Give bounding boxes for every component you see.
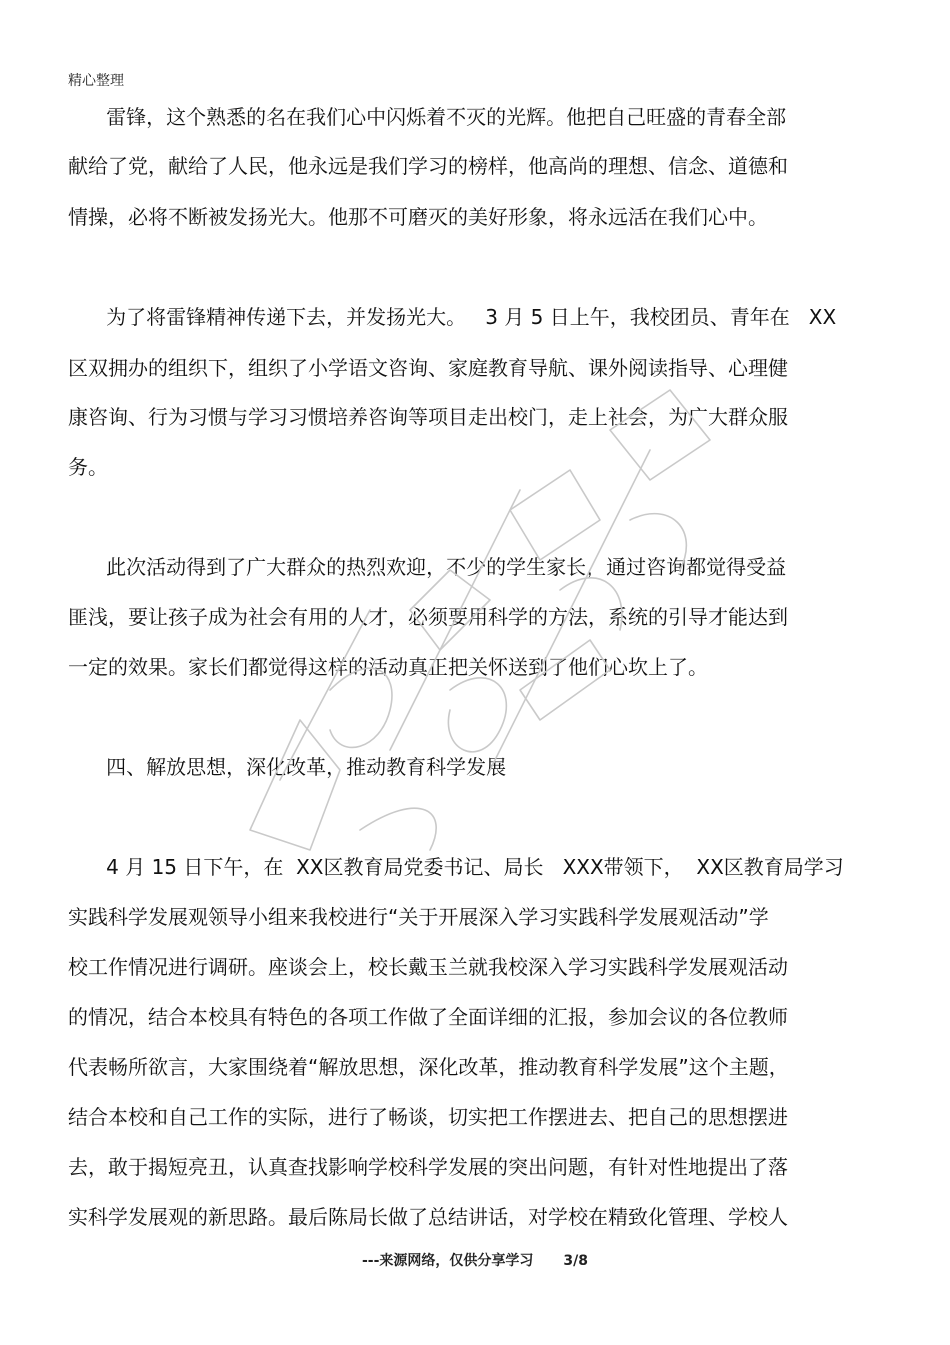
page-header: 精心整理 (68, 73, 124, 89)
body-line: 校工作情况进行调研。座谈会上，校长戴玉兰就我校深入学习实践科学发展观活动 (68, 955, 788, 979)
body-line: 此次活动得到了广大群众的热烈欢迎，不少的学生家长，通过咨询都觉得受益 (68, 555, 787, 579)
section-heading: 四、解放思想，深化改革，推动教育科学发展 (68, 755, 507, 779)
page-number: 3/8 (563, 1253, 589, 1269)
body-line: 4 月 15 日下午，在 XX区教育局党委书记、局长 XXX带领下， XX区教育局学习 (68, 855, 844, 879)
body-line: 结合本校和自己工作的实际，进行了畅谈，切实把工作摆进去、把自己的思想摆进 (68, 1105, 788, 1129)
body-line: 情操，必将不断被发扬光大。他那不可磨灭的美好形象，将永远活在我们心中。 (68, 205, 768, 229)
body-line: 务。 (68, 455, 108, 479)
body-line: 为了将雷锋精神传递下去，并发扬光大。 3 月 5 日上午，我校团员、青年在 XX (68, 305, 837, 329)
body-line: 雷锋，这个熟悉的名在我们心中闪烁着不灭的光辉。他把自己旺盛的青春全部 (68, 105, 787, 129)
watermark-stamp (190, 310, 750, 870)
body-line: 康咨询、行为习惯与学习习惯培养咨询等项目走出校门，走上社会，为广大群众服 (68, 405, 788, 429)
body-line: 的情况，结合本校具有特色的各项工作做了全面详细的汇报，参加会议的各位教师 (68, 1005, 788, 1029)
body-line: 实科学发展观的新思路。最后陈局长做了总结讲话，对学校在精致化管理、学校人 (68, 1205, 788, 1229)
body-line: 献给了党，献给了人民，他永远是我们学习的榜样，他高尚的理想、信念、道德和 (68, 154, 788, 178)
body-line: 实践科学发展观领导小组来我校进行“关于开展深入学习实践科学发展观活动”学 (68, 905, 769, 929)
body-line: 去，敢于揭短亮丑，认真查找影响学校科学发展的突出问题，有针对性地提出了落 (68, 1155, 788, 1179)
body-line: 区双拥办的组织下，组织了小学语文咨询、家庭教育导航、课外阅读指导、心理健 (68, 356, 788, 380)
body-line: 一定的效果。家长们都觉得这样的活动真正把关怀送到了他们心坎上了。 (68, 655, 708, 679)
body-line: 匪浅，要让孩子成为社会有用的人才，必须要用科学的方法，系统的引导才能达到 (68, 605, 788, 629)
page-footer (0, 1250, 950, 1270)
body-line: 代表畅所欲言，大家围绕着“解放思想，深化改革，推动教育科学发展”这个主题， (68, 1055, 789, 1079)
footer-source: ---来源网络，仅供分享学习 (361, 1253, 534, 1269)
